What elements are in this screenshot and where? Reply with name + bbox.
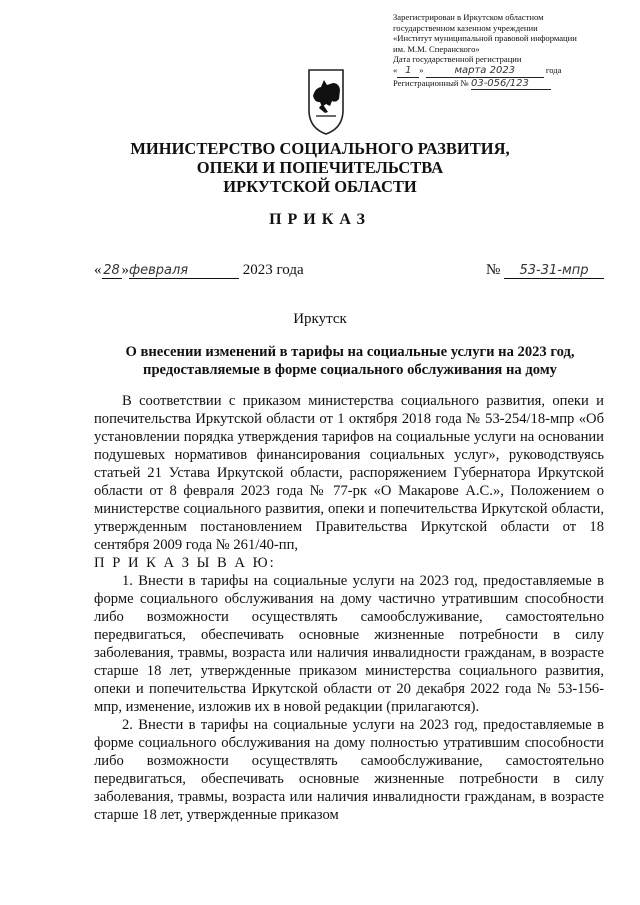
stamp-reg-number: 03-056/123 (471, 79, 551, 91)
stamp-date-line: « 1 » марта 2023 года (393, 64, 562, 76)
stamp-line: Дата государственной регистрации (393, 54, 522, 65)
stamp-date-day: 1 (397, 66, 419, 78)
stamp-line: им. М.М. Сперанского» (393, 43, 480, 54)
order-subject: О внесении изменений в тарифы на социальные услуги на 2023 год, предоставляемые в форме социального обслуживания на дому (125, 344, 575, 378)
order-date-day: 28 (103, 263, 120, 278)
order-number: № 53-31-мпр (486, 262, 604, 279)
stamp-line: «Институт муниципальной правовой информации (393, 33, 577, 44)
stamp-line: Зарегистрирован в Иркутском областном (393, 12, 544, 22)
order-dateline (94, 262, 604, 284)
stamp-reg-line: Регистрационный № 03-056/123 (393, 78, 601, 91)
order-title: ПРИКАЗ (269, 211, 371, 228)
order-body (94, 392, 604, 824)
stamp-line: государственном казенном учреждении (393, 22, 538, 33)
registration-stamp (393, 12, 601, 90)
order-date-year: 2023 года (242, 262, 304, 278)
paragraph-preamble: В соответствии с приказом министерства социального развития, опеки и попечительства Иркутской области от 1 октября 2018 года № 53-254/18-мпр «Об установлении порядка утверждения тарифов на социальные услуги на основании подушевых нормативов финансирования социальных услуг», руководствуясь статьей 21 Устава Иркутской области, распоряжением Губернатора Иркутской области от 8 февраля 2023 года № 77-рк «О Макарове А.С.», Положением о министерстве социального развития, опеки и попечительства Иркутской области, утвержденным постановлением Правительства Иркутской области от 18 сентября 2009 года № 261/40-пп, (94, 393, 604, 553)
order-number-value: 53-31-мпр (504, 263, 604, 279)
stamp-date-month-year: марта 2023 (426, 66, 544, 78)
order-date-month: февраля (129, 263, 239, 279)
paragraph-item-1: 1. Внести в тарифы на социальные услуги на 2023 год, предоставляемые в форме социального обслуживания на дому частично утратившим способности либо возможности осуществлять самообслуживание, самостоятельно передвигаться, обеспечивать основные жизненные потребности в силу заболевания, травмы, возраста или наличия инвалидности гражданам, в возрасте старше 18 лет, утвержденные приказом министерства социального развития, опеки и попечительства Иркутской области от 20 декабря 2022 года № 53-156-мпр, изменение, изложив их в новой редакции (прилагаются). (94, 573, 604, 715)
ministry-name: МИНИСТЕРСТВО СОЦИАЛЬНОГО РАЗВИТИЯ, ОПЕКИ И ПОПЕЧИТЕЛЬСТВА ИРКУТСКОЙ ОБЛАСТИ (130, 139, 510, 196)
paragraph-item-2: 2. Внести в тарифы на социальные услуги на 2023 год, предоставляемые в форме социального обслуживания на дому полностью утратившим способности либо возможности осуществлять самообслуживание, самостоятельно передвигаться, обеспечивать основные жизненные потребности в силу заболевания, травмы, возраста или наличия инвалидности гражданам, в возрасте старше 18 лет, утвержденные приказом (94, 717, 604, 823)
paragraph-order-word: П Р И К А З Ы В А Ю: (94, 555, 276, 571)
city: Иркутск (293, 311, 347, 327)
coat-of-arms-icon (306, 66, 346, 136)
order-date: « 28 »февраля 2023 года (94, 262, 304, 278)
